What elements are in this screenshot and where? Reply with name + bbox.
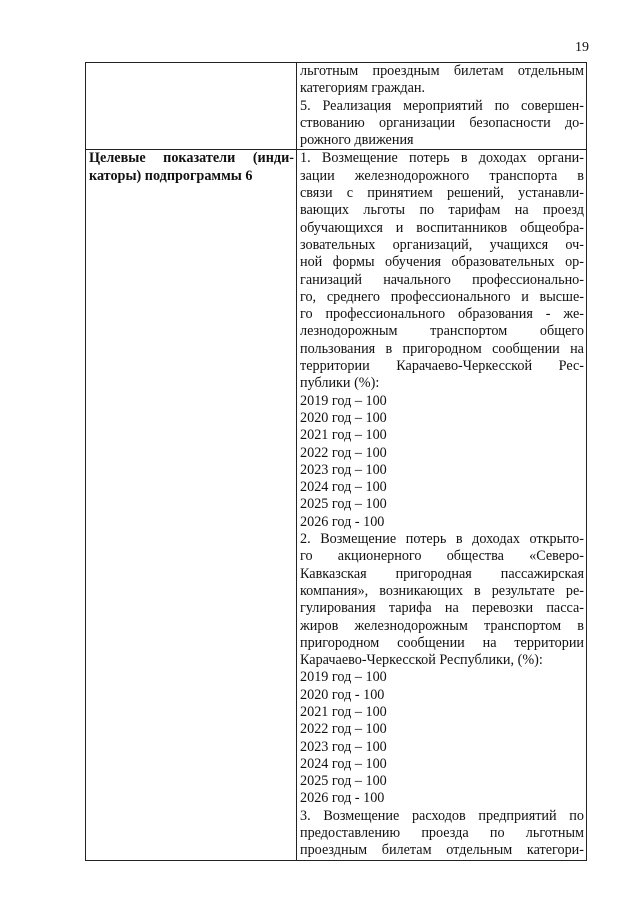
text-line: зации железнодорожного транспорта в bbox=[300, 167, 584, 184]
text-line: обучающихся и воспитанников общеобра- bbox=[300, 219, 584, 236]
text-line: го, среднего профессионального и высше- bbox=[300, 288, 584, 305]
text-line: льготным проездным билетам отдельным bbox=[300, 63, 584, 79]
text-line: го акционерного общества «Северо- bbox=[300, 548, 584, 565]
text-line: предоставлению проезда по льготным bbox=[300, 825, 584, 842]
text-line: пользования в пригородном сообщении на bbox=[300, 340, 584, 357]
text-line: 2025 год – 100 bbox=[300, 773, 387, 790]
table-row-target-indicators bbox=[86, 150, 587, 860]
target-indicators-label bbox=[86, 150, 297, 860]
text-line: 2023 год – 100 bbox=[300, 461, 387, 478]
text-line: Карачаево-Черкесской Республики, (%): bbox=[300, 652, 543, 669]
text-line: 2020 год - 100 bbox=[300, 686, 385, 703]
text-line: Кавказская пригородная пассажирская bbox=[300, 565, 584, 582]
target-indicators-content bbox=[297, 150, 587, 860]
page-number: 19 bbox=[575, 40, 589, 55]
text-line: ствованию организации безопасности до- bbox=[300, 114, 584, 131]
text-line: жиров железнодорожным транспортом в bbox=[300, 617, 584, 634]
text-line: компания», возникающих в результате ре- bbox=[300, 582, 584, 599]
text-line: 2022 год – 100 bbox=[300, 444, 387, 461]
text-line: Целевые показатели (инди- bbox=[89, 150, 294, 167]
text-line: каторы) подпрограммы 6 bbox=[89, 167, 253, 184]
text-line: гулирования тарифа на перевозки пасса- bbox=[300, 600, 584, 617]
text-line: 2019 год – 100 bbox=[300, 392, 387, 409]
text-line: 2019 год – 100 bbox=[300, 669, 387, 686]
table-cell-right-continuation bbox=[297, 63, 587, 150]
text-line: ганизаций начального профессионально- bbox=[300, 271, 584, 288]
text-line: 2020 год – 100 bbox=[300, 409, 387, 426]
text-line: 2. Возмещение потерь в доходах открыто- bbox=[300, 531, 584, 548]
subprogram-table bbox=[85, 62, 587, 861]
text-line: ной формы обучения образовательных ор- bbox=[300, 254, 584, 271]
text-line: рожного движения bbox=[300, 132, 414, 149]
text-line: пригородном сообщении на территории bbox=[300, 634, 584, 651]
text-line: 3. Возмещение расходов предприятий по bbox=[300, 807, 584, 824]
text-line: 2025 год – 100 bbox=[300, 496, 387, 513]
text-line: 1. Возмещение потерь в доходах органи- bbox=[300, 150, 584, 167]
text-line: 5. Реализация мероприятий по совершен- bbox=[300, 97, 584, 114]
text-line: категориям граждан. bbox=[300, 80, 426, 97]
text-line: публики (%): bbox=[300, 375, 380, 392]
text-line: территории Карачаево-Черкесской Рес- bbox=[300, 358, 584, 375]
text-line: связи с принятием решений, устанавли- bbox=[300, 185, 584, 202]
text-line: 2024 год – 100 bbox=[300, 755, 387, 772]
text-line: 2023 год – 100 bbox=[300, 738, 387, 755]
text-line: 2026 год - 100 bbox=[300, 790, 385, 807]
text-line: 2024 год – 100 bbox=[300, 479, 387, 496]
text-line: 2022 год – 100 bbox=[300, 721, 387, 738]
text-line: вающих льготы по тарифам на проезд bbox=[300, 202, 584, 219]
text-line: 2026 год - 100 bbox=[300, 513, 385, 530]
text-line: го профессионального образования - же- bbox=[300, 306, 584, 323]
text-line: проездным билетам отдельным категори- bbox=[300, 842, 584, 859]
text-line: лезнодорожным транспортом общего bbox=[300, 323, 584, 340]
table-row-continuation bbox=[86, 63, 587, 150]
text-line: 2021 год – 100 bbox=[300, 703, 387, 720]
text-line: зовательных организаций, учащихся оч- bbox=[300, 236, 584, 253]
table-cell-left-empty bbox=[86, 63, 297, 150]
text-line: 2021 год – 100 bbox=[300, 427, 387, 444]
